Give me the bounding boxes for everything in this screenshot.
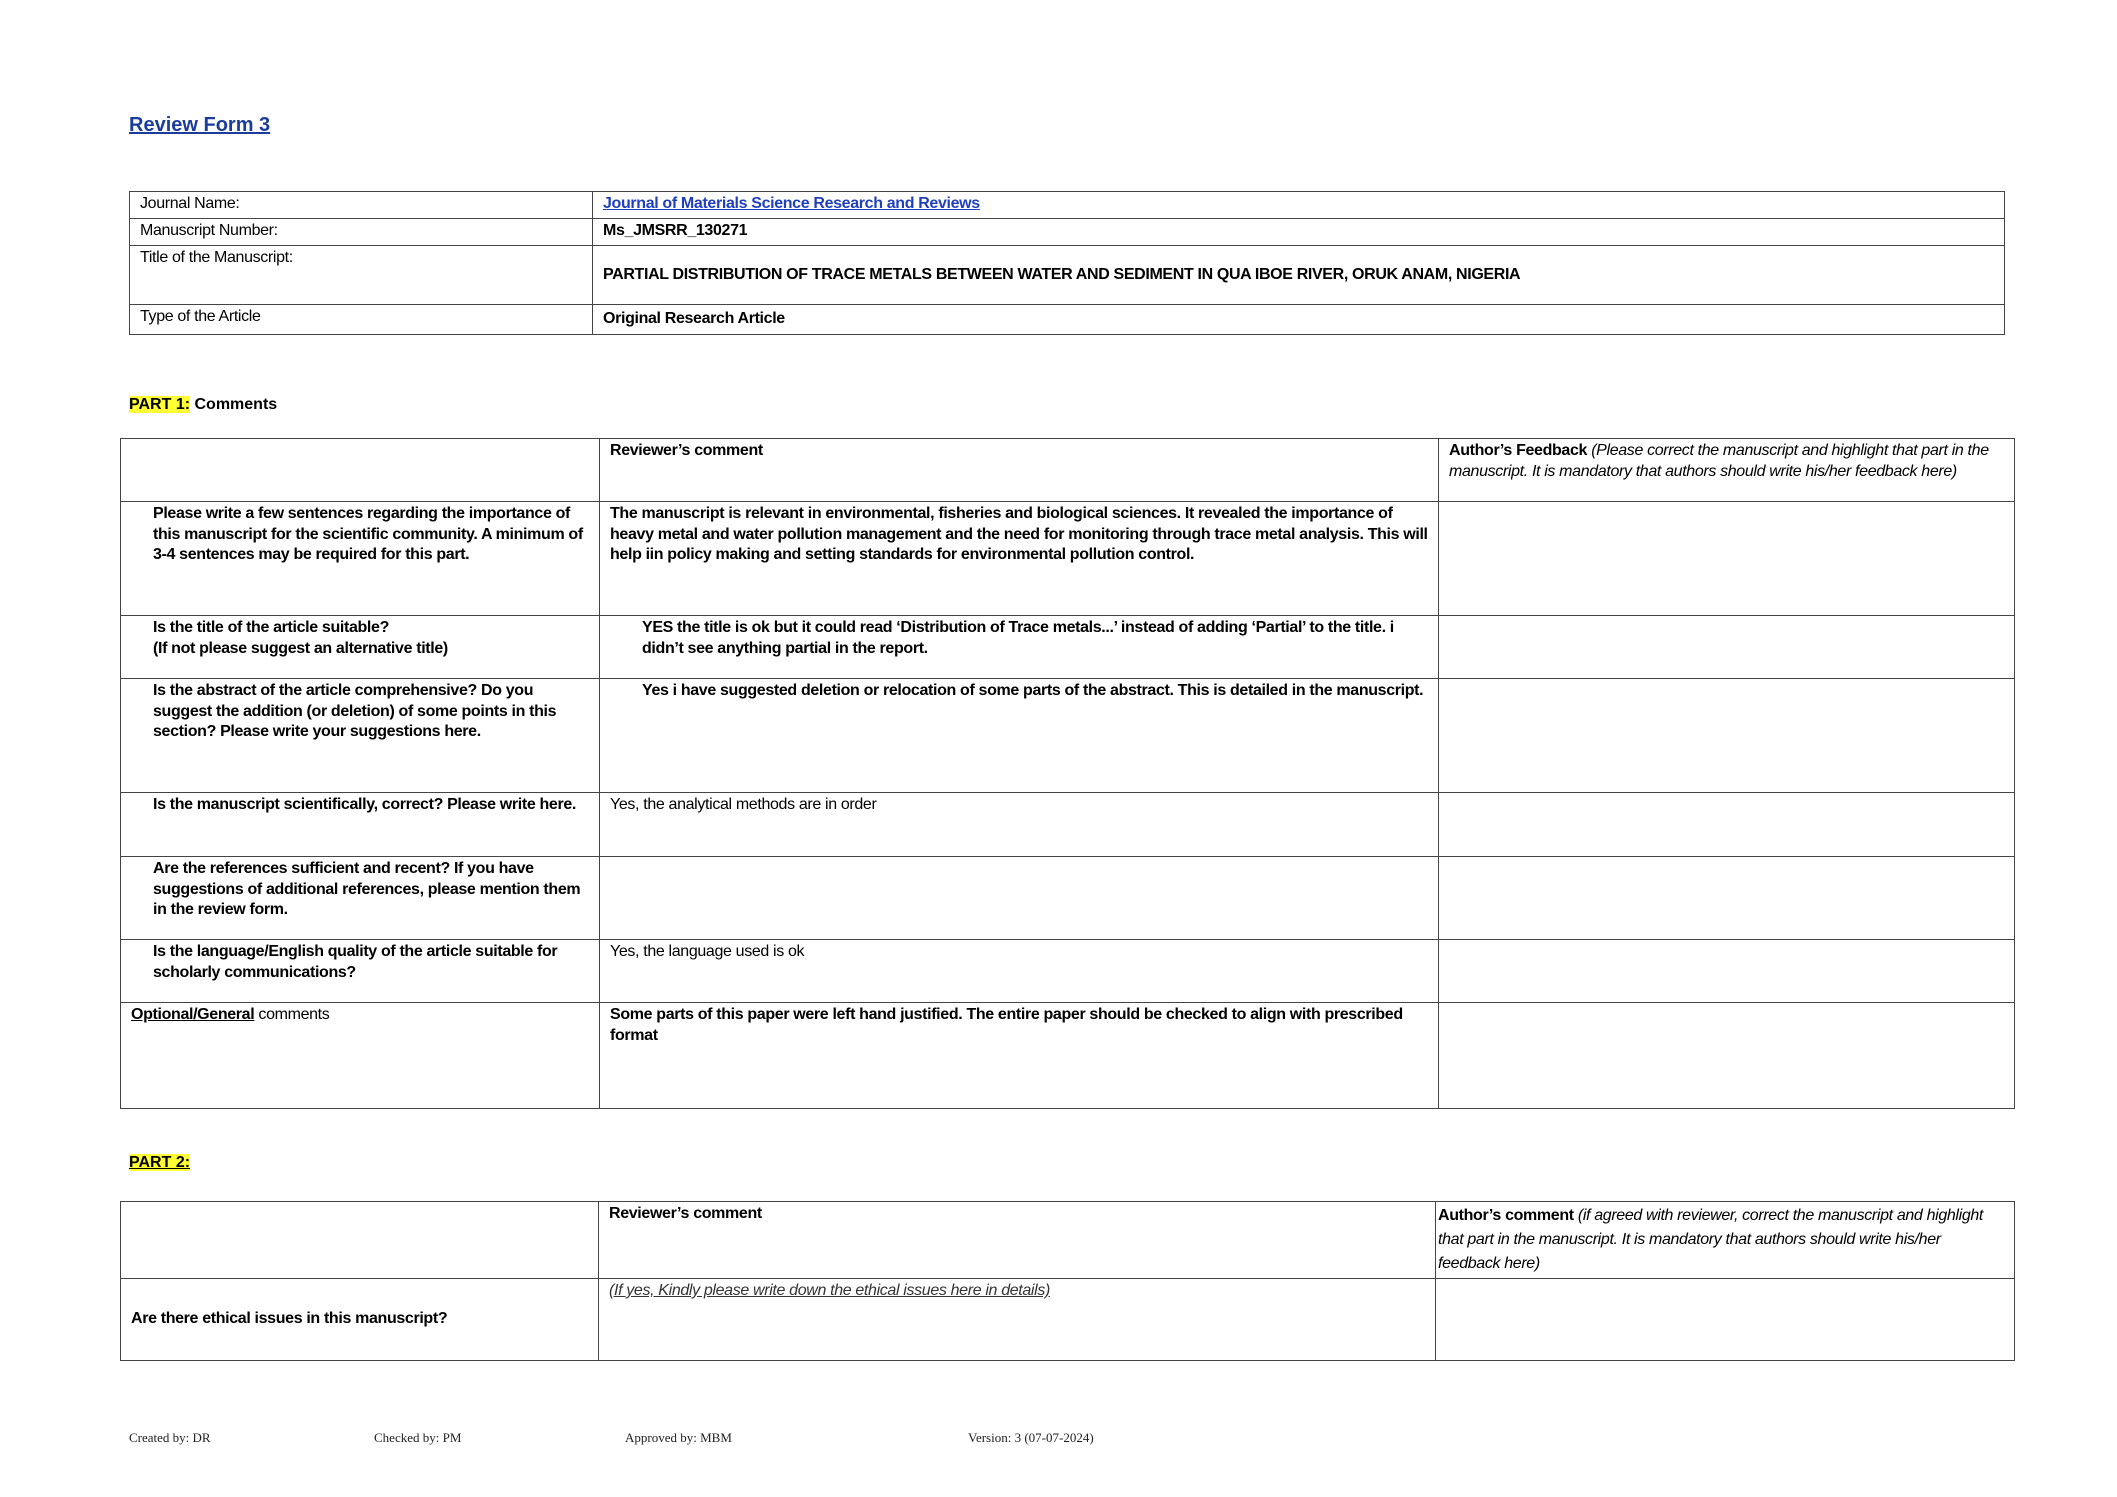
author-feedback-language[interactable] — [1439, 940, 2015, 1003]
author-feedback-optional[interactable] — [1439, 1003, 2015, 1109]
reviewer-comment-ethical[interactable]: (If yes, Kindly please write down the ethical issues here in details) — [599, 1279, 1436, 1361]
question-importance: Please write a few sentences regarding the importance of this manuscript for the scientific community. A minimum of 3-4 sentences may be required for this part. — [121, 502, 600, 616]
journal-name-link[interactable]: Journal of Materials Science Research and Reviews — [603, 195, 980, 212]
part2-header-author: Author’s comment (if agreed with reviewer, correct the manuscript and highlight that part in the manuscript. It is mandatory that authors should write his/her feedback here) — [1436, 1202, 2015, 1279]
reviewer-comment-importance[interactable]: The manuscript is relevant in environmental, fisheries and biological sciences. It revealed the importance of heavy metal and water pollution management and the need for monitoring through trace metal analysis. This will help iin policy making and setting standards for environmental pollution control. — [600, 502, 1439, 616]
part1-comments-table — [120, 438, 2015, 1109]
part1-header-reviewer: Reviewer’s comment — [600, 439, 1439, 502]
question-scientific: Is the manuscript scientifically, correct? Please write here. — [121, 793, 600, 857]
manuscript-info-table — [129, 191, 2005, 335]
footer-checked: Checked by: PM — [374, 1430, 462, 1445]
footer-approved: Approved by: MBM — [625, 1430, 732, 1445]
reviewer-comment-references[interactable] — [600, 857, 1439, 940]
author-comment-ethical[interactable] — [1436, 1279, 2015, 1361]
author-feedback-abstract[interactable] — [1439, 679, 2015, 793]
part2-table — [120, 1201, 2015, 1361]
question-title: Is the title of the article suitable? (If not please suggest an alternative title) — [121, 616, 600, 679]
reviewer-comment-abstract[interactable]: Yes i have suggested deletion or relocation of some parts of the abstract. This is detailed in the manuscript. — [600, 679, 1439, 793]
part1-header-author: Author’s Feedback (Please correct the manuscript and highlight that part in the manuscript. It is mandatory that authors should write his/her feedback here) — [1439, 439, 2015, 502]
question-references: Are the references sufficient and recent? If you have suggestions of additional references, please mention them in the review form. — [121, 857, 600, 940]
part2-header-blank — [121, 1202, 599, 1279]
author-feedback-title[interactable] — [1439, 616, 2015, 679]
reviewer-comment-language[interactable]: Yes, the language used is ok — [600, 940, 1439, 1003]
part2-label: PART 2: — [129, 1154, 191, 1171]
page-title[interactable]: Review Form 3 — [129, 114, 271, 136]
question-ethical: Are there ethical issues in this manuscript? — [121, 1279, 599, 1361]
reviewer-comment-optional[interactable]: Some parts of this paper were left hand justified. The entire paper should be checked to align with prescribed format — [600, 1003, 1439, 1109]
part1-heading — [129, 396, 277, 414]
manuscript-number-value: Ms_JMSRR_130271 — [593, 219, 2005, 246]
part1-label: PART 1: — [129, 396, 191, 413]
footer-created: Created by: DR — [129, 1430, 211, 1445]
part2-heading — [129, 1154, 190, 1172]
journal-name-label: Journal Name: — [130, 192, 593, 219]
author-feedback-scientific[interactable] — [1439, 793, 2015, 857]
manuscript-number-label: Manuscript Number: — [130, 219, 593, 246]
article-type-value: Original Research Article — [593, 305, 2005, 335]
reviewer-comment-title[interactable]: YES the title is ok but it could read ‘Distribution of Trace metals...’ instead of adding ‘Partial’ to the title. i didn’t see anything partial in the report. — [600, 616, 1439, 679]
part2-header-reviewer: Reviewer’s comment — [599, 1202, 1436, 1279]
question-language: Is the language/English quality of the article suitable for scholarly communications? — [121, 940, 600, 1003]
manuscript-title-label: Title of the Manuscript: — [130, 246, 593, 305]
part1-label-rest: Comments — [190, 396, 278, 413]
manuscript-title-value: PARTIAL DISTRIBUTION OF TRACE METALS BETWEEN WATER AND SEDIMENT IN QUA IBOE RIVER, ORUK ANAM, NIGERIA — [593, 246, 2005, 305]
author-feedback-references[interactable] — [1439, 857, 2015, 940]
footer-version: Version: 3 (07-07-2024) — [968, 1430, 1094, 1445]
part1-header-blank — [121, 439, 600, 502]
author-feedback-importance[interactable] — [1439, 502, 2015, 616]
article-type-label: Type of the Article — [130, 305, 593, 335]
reviewer-comment-scientific[interactable]: Yes, the analytical methods are in order — [600, 793, 1439, 857]
question-abstract: Is the abstract of the article comprehensive? Do you suggest the addition (or deletion) of some points in this section? Please write your suggestions here. — [121, 679, 600, 793]
optional-comments-label: Optional/General comments — [121, 1003, 600, 1109]
